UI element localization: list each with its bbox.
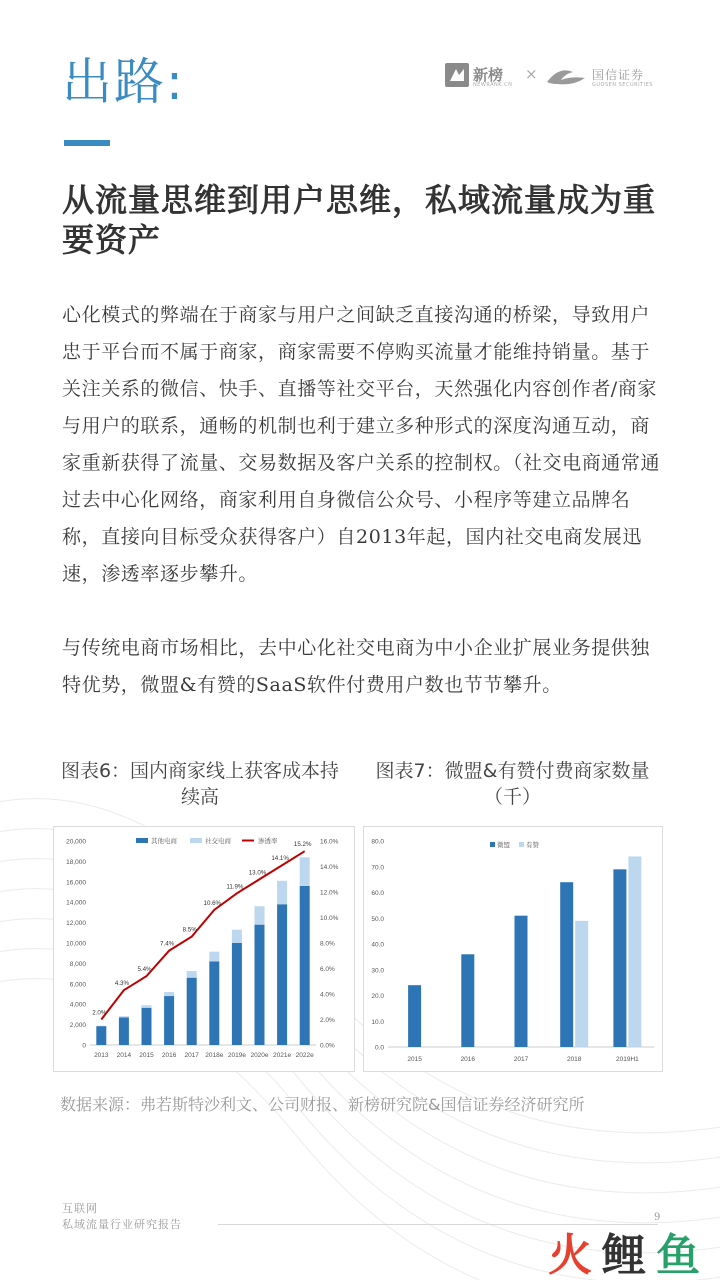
y-axis-tick-label: 70.0 <box>371 864 384 872</box>
y-axis-tick-label: 0.0 <box>374 1044 384 1052</box>
legend-label-weimob: 微盟 <box>497 841 510 849</box>
bar-other-ecommerce <box>142 1008 152 1045</box>
x-axis-tick-label: 2015 <box>407 1056 422 1063</box>
y2-axis-tick-label: 4.0% <box>320 991 335 999</box>
y-axis-tick-label: 16,000 <box>66 879 86 887</box>
bar-weimob <box>613 869 626 1047</box>
penetration-rate-label: 8.5% <box>182 926 197 934</box>
xinbang-logo-icon <box>445 63 469 87</box>
x-axis-tick-label: 2014 <box>116 1052 132 1059</box>
x-axis-tick-label: 2022e <box>295 1052 314 1059</box>
y2-axis-tick-label: 2.0% <box>320 1017 335 1024</box>
x-axis-tick-label: 2017 <box>513 1056 529 1063</box>
bar-social-ecommerce <box>232 930 242 943</box>
figure-6-chart <box>53 826 355 1072</box>
penetration-rate-label: 5.4% <box>137 966 152 974</box>
bar-social-ecommerce <box>300 857 310 886</box>
y-axis-tick-label: 12,000 <box>66 920 86 928</box>
penetration-rate-label: 15.2% <box>293 841 312 849</box>
page-title: 出路: <box>62 53 185 111</box>
x-axis-tick-label: 2013 <box>94 1052 109 1059</box>
penetration-rate-line <box>101 851 304 1019</box>
bar-other-ecommerce <box>232 943 242 1045</box>
watermark-char-3: 鱼 <box>656 1230 700 1278</box>
y-axis-tick-label: 4,000 <box>69 1001 86 1009</box>
legend-swatch-weimob <box>490 842 495 847</box>
legend-swatch-other-ecommerce <box>136 838 148 843</box>
bar-other-ecommerce <box>209 961 219 1045</box>
x-axis-tick-label: 2020e <box>250 1052 269 1059</box>
y-axis-tick-label: 20.0 <box>371 993 384 1000</box>
x-axis-tick-label: 2017 <box>184 1052 199 1059</box>
x-axis-tick-label: 2016 <box>460 1056 476 1063</box>
y-axis-tick-label: 0 <box>82 1042 86 1050</box>
penetration-rate-label: 2.0% <box>92 1009 107 1017</box>
footer-category: 互联网 <box>62 1202 98 1215</box>
bar-other-ecommerce <box>96 1026 106 1045</box>
bar-weimob <box>461 954 474 1047</box>
bar-other-ecommerce <box>277 904 287 1045</box>
y-axis-tick-label: 18,000 <box>66 858 86 866</box>
bar-other-ecommerce <box>164 996 174 1045</box>
y2-axis-tick-label: 14.0% <box>320 864 339 871</box>
y-axis-tick-label: 40.0 <box>371 941 384 949</box>
y2-axis-tick-label: 6.0% <box>320 966 335 973</box>
bar-weimob <box>408 985 421 1047</box>
logo-separator: × <box>525 65 538 83</box>
x-axis-tick-label: 2019H1 <box>616 1056 639 1063</box>
bar-social-ecommerce <box>119 1016 129 1017</box>
y2-axis-tick-label: 10.0% <box>320 915 339 922</box>
figure-7-chart-svg <box>364 827 664 1073</box>
y-axis-tick-label: 10.0 <box>371 1018 384 1026</box>
y-axis-tick-label: 50.0 <box>371 915 384 923</box>
x-axis-tick-label: 2019e <box>227 1052 246 1059</box>
y-axis-tick-label: 2,000 <box>69 1022 86 1030</box>
bar-social-ecommerce <box>164 992 174 996</box>
watermark-char-2: 鲤 <box>602 1230 646 1278</box>
logo-area <box>445 62 660 90</box>
y2-axis-tick-label: 12.0% <box>320 889 339 897</box>
y2-axis-tick-label: 8.0% <box>320 940 335 948</box>
bar-social-ecommerce <box>255 906 265 924</box>
y-axis-tick-label: 8,000 <box>69 960 86 968</box>
y-axis-tick-label: 80.0 <box>371 838 384 846</box>
bar-other-ecommerce <box>119 1017 129 1045</box>
figure-6-chart-svg <box>54 827 356 1073</box>
legend-label-other-ecommerce: 其他电商 <box>151 837 177 845</box>
footer-report-name: 私域流量行业研究报告 <box>62 1218 182 1231</box>
bar-youzan <box>575 921 588 1047</box>
watermark-char-1: 火 <box>548 1230 592 1278</box>
x-axis-tick-label: 2018 <box>566 1056 582 1063</box>
legend-label-youzan: 有赞 <box>526 841 539 849</box>
x-axis-tick-label: 2018e <box>205 1052 224 1059</box>
penetration-rate-label: 4.3% <box>114 980 129 988</box>
xinbang-logo-subtext: NEWRANK.CN <box>473 82 513 88</box>
y-axis-tick-label: 6,000 <box>69 981 86 989</box>
body-paragraph-2: 与传统电商市场相比，去中心化社交电商为中小企业扩展业务提供独特优势，微盟&有赞的SaaS软件付费用户数也节节攀升。 <box>62 637 651 696</box>
legend-swatch-youzan <box>519 842 524 847</box>
bar-youzan <box>628 856 641 1047</box>
y2-axis-tick-label: 0.0% <box>320 1042 335 1050</box>
y-axis-tick-label: 30.0 <box>371 967 384 975</box>
y-axis-tick-label: 20,000 <box>66 838 86 846</box>
figure-6-caption: 图表6：国内商家线上获客成本持续高 <box>60 760 340 808</box>
bar-weimob <box>515 916 528 1047</box>
bar-other-ecommerce <box>300 886 310 1045</box>
bar-social-ecommerce <box>142 1005 152 1008</box>
legend-label-social-ecommerce: 社交电商 <box>205 837 231 845</box>
x-axis-tick-label: 2021e <box>273 1052 292 1059</box>
penetration-rate-label: 7.4% <box>160 940 175 948</box>
section-subtitle: 从流量思维到用户思维，私域流量成为重要资产 <box>62 181 657 259</box>
page-number: 9 <box>654 1212 661 1223</box>
guoxin-logo-icon <box>545 64 587 88</box>
watermark-logo <box>548 1224 718 1278</box>
legend-swatch-social-ecommerce <box>190 838 202 843</box>
data-source-note: 数据来源：弗若斯特沙利文、公司财报、新榜研究院&国信证券经济研究所 <box>60 1095 585 1114</box>
bar-social-ecommerce <box>209 952 219 962</box>
guoxin-logo-text: 国信证券 <box>592 68 645 82</box>
figure-7-caption: 图表7：微盟&有赞付费商家数量（千） <box>375 760 650 808</box>
y-axis-tick-label: 14,000 <box>66 899 86 907</box>
body-paragraph-1: 心化模式的弊端在于商家与用户之间缺乏直接沟通的桥梁，导致用户忠于平台而不属于商家，商家需要不停购买流量才能维持销量。基于关注关系的微信、快手、直播等社交平台，天然强化内容创作者/商家与用户的联系，通畅的机制也利于建立多种形式的深度沟通互动，商家重新获得了流量、交易数据及客户关系的控制权。（社交电商通常通过去中心化网络，商家利用自身微信公众号、小程序等建立品牌名称，直接向目标受众获得客户）自2013年起，国内社交电商发展迅速，渗透率逐步攀升。 <box>62 304 661 585</box>
x-axis-tick-label: 2016 <box>161 1052 177 1059</box>
figure-7-chart <box>363 826 663 1072</box>
y-axis-tick-label: 10,000 <box>66 940 86 948</box>
bar-social-ecommerce <box>277 881 287 904</box>
xinbang-logo-text: 新榜 <box>473 66 504 84</box>
bar-other-ecommerce <box>255 925 265 1045</box>
x-axis-tick-label: 2015 <box>139 1052 154 1059</box>
guoxin-logo-subtext: GUOSEN SECURITIES <box>592 82 653 88</box>
penetration-rate-label: 14.1% <box>271 855 289 863</box>
bar-weimob <box>560 882 573 1047</box>
title-accent-bar <box>64 140 110 146</box>
legend-label-penetration-rate: 渗透率 <box>258 837 278 845</box>
penetration-rate-label: 11.9% <box>226 883 244 891</box>
bar-social-ecommerce <box>187 971 197 978</box>
y2-axis-tick-label: 16.0% <box>320 838 339 846</box>
y-axis-tick-label: 60.0 <box>371 890 384 897</box>
bar-other-ecommerce <box>187 978 197 1045</box>
penetration-rate-label: 13.0% <box>248 869 267 877</box>
penetration-rate-label: 10.6% <box>203 899 222 907</box>
